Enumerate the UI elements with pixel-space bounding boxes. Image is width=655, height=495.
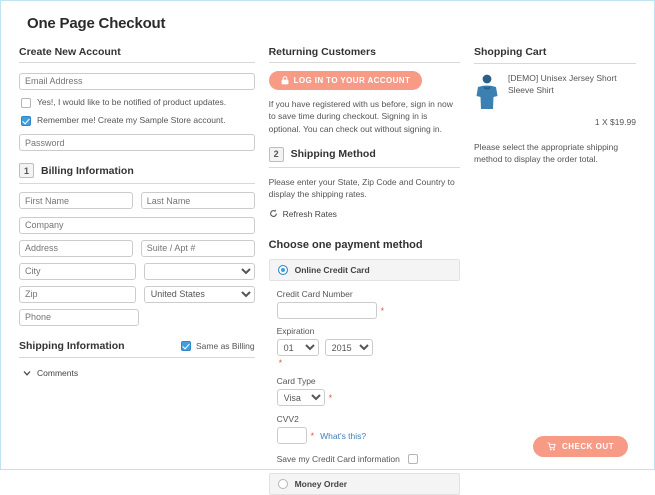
cart-icon (547, 442, 556, 451)
shipping-info-heading: Shipping Information (19, 339, 125, 352)
same-as-billing-checkbox[interactable] (181, 341, 191, 351)
credit-card-form (269, 281, 460, 464)
cvv-label: CVV2 (276, 414, 299, 425)
money-order-label: Money Order (294, 479, 348, 490)
save-card-label: Save my Credit Card information (276, 453, 400, 464)
phone-field[interactable] (19, 309, 139, 326)
refresh-rates-label: Refresh Rates (282, 208, 337, 219)
checkout-button-wrap (533, 436, 628, 457)
shipping-step-header (269, 147, 460, 168)
card-type-select[interactable] (277, 389, 325, 406)
phone-row (19, 309, 255, 326)
credit-card-label: Online Credit Card (294, 265, 370, 276)
cvv-required: * (310, 430, 315, 441)
save-card-checkbox[interactable] (408, 454, 418, 464)
cvv-field[interactable] (277, 427, 307, 444)
expiration-year-select[interactable] (325, 339, 373, 356)
payment-heading: Choose one payment method (268, 239, 423, 252)
card-type-row (277, 389, 456, 406)
expiration-required: * (278, 358, 283, 369)
first-name-field[interactable] (19, 192, 133, 209)
city-state-row (19, 263, 255, 280)
checkout-page (1, 1, 654, 490)
checkout-button[interactable] (533, 436, 628, 457)
zip-country-row (19, 286, 255, 303)
zip-field[interactable] (19, 286, 136, 303)
remember-label: Remember me! Create my Sample Store account. (37, 114, 226, 125)
email-field[interactable] (19, 73, 255, 90)
email-field-wrap (19, 71, 255, 90)
expiration-label: Expiration (276, 326, 315, 337)
notify-label: Yes!, I would like to be notified of product updates. (37, 96, 227, 107)
last-name-field[interactable] (141, 192, 255, 209)
notify-checkbox-row[interactable] (21, 97, 255, 108)
remember-checkbox[interactable] (21, 116, 31, 126)
returning-paragraph: If you have registered with us before, sign in now to save time during checkout. Signing in is optional. You can check out without signing in. (268, 99, 453, 134)
checkout-columns (19, 46, 636, 495)
cart-note: Please select the appropriate shipping method to display the order total. (474, 142, 619, 165)
lock-icon (281, 76, 289, 85)
money-order-radio[interactable] (278, 479, 288, 489)
card-number-row (277, 302, 456, 319)
chevron-down-icon (23, 369, 31, 377)
middle-column (269, 46, 460, 495)
cvv-help-link[interactable]: What's this? (320, 430, 367, 441)
checkout-button-label: CHECK OUT (561, 442, 614, 451)
card-number-label: Credit Card Number (276, 289, 353, 300)
credit-card-radio[interactable] (278, 265, 288, 275)
cart-heading: Shopping Cart (474, 46, 636, 64)
cart-item-qty-price: 1 X $19.99 (594, 117, 636, 127)
cvv-row (277, 427, 456, 444)
expiration-month-select[interactable] (277, 339, 319, 356)
password-field[interactable] (19, 134, 255, 151)
refresh-icon (269, 209, 278, 218)
country-select[interactable] (144, 286, 255, 303)
right-column (474, 46, 636, 166)
refresh-rates-button[interactable] (269, 209, 337, 219)
comments-label: Comments (37, 367, 79, 378)
card-number-required: * (380, 305, 385, 316)
same-as-billing-label: Same as Billing (196, 340, 255, 351)
shipping-method-paragraph: Please enter your State, Zip Code and Country to display the shipping rates. (268, 176, 455, 200)
billing-step-number: 1 (19, 163, 34, 178)
name-row (19, 192, 255, 209)
card-type-label: Card Type (276, 376, 316, 387)
city-field[interactable] (19, 263, 136, 280)
login-button[interactable] (269, 71, 423, 90)
card-number-field[interactable] (277, 302, 377, 319)
same-as-billing-row[interactable] (181, 340, 255, 351)
cart-item-name: [DEMO] Unisex Jersey Short Sleeve Shirt (508, 73, 617, 95)
state-select[interactable] (144, 263, 255, 280)
remember-checkbox-row[interactable] (21, 115, 255, 126)
shipping-step-number: 2 (269, 147, 284, 162)
payment-option-money-order[interactable] (269, 473, 460, 495)
address-row (19, 240, 255, 257)
page-title: One Page Checkout (27, 15, 166, 32)
phone-row-spacer (147, 309, 255, 326)
save-card-row[interactable] (277, 453, 456, 464)
shipping-info-header (19, 340, 255, 358)
billing-heading: Billing Information (41, 164, 134, 177)
password-field-wrap (19, 133, 255, 152)
company-field-wrap (19, 215, 255, 234)
cart-item (474, 73, 636, 111)
returning-heading: Returning Customers (269, 46, 460, 63)
suite-field[interactable] (141, 240, 255, 257)
comments-toggle[interactable] (23, 368, 255, 378)
create-account-heading: Create New Account (19, 46, 255, 63)
billing-step-header (19, 163, 255, 184)
left-column (19, 46, 255, 378)
product-thumbnail-icon (474, 73, 500, 111)
shipping-method-heading: Shipping Method (290, 148, 376, 161)
address-field[interactable] (19, 240, 133, 257)
card-type-required: * (328, 392, 333, 403)
company-field[interactable] (19, 217, 255, 234)
notify-checkbox[interactable] (21, 98, 31, 108)
expiration-row (277, 339, 456, 356)
payment-option-credit-card[interactable] (269, 259, 460, 281)
login-button-label: LOG IN TO YOUR ACCOUNT (293, 76, 411, 85)
